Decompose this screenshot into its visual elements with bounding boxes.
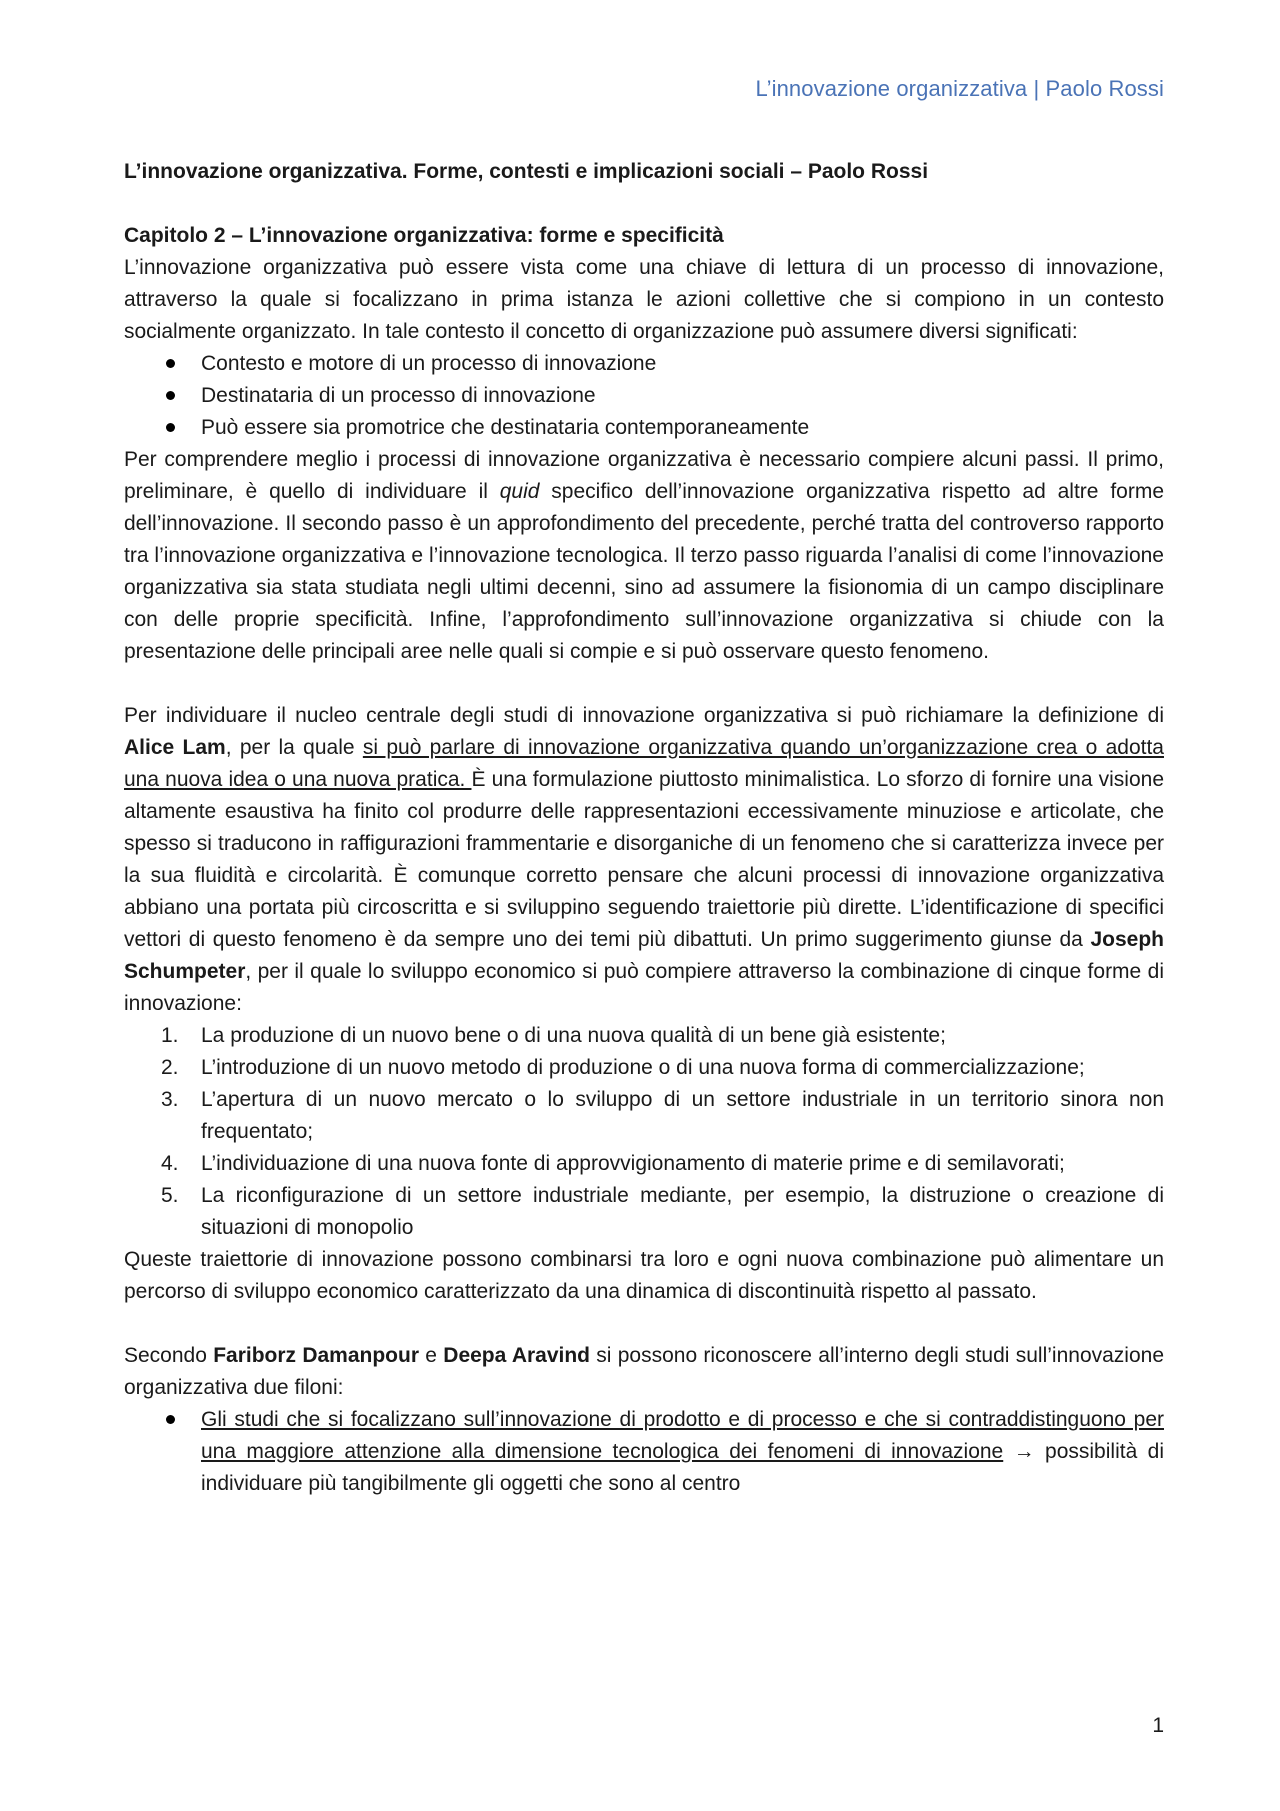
list-item: 5. La riconfigurazione di un settore industriale mediante, per esempio, la distruzione o creazione di situazioni di monopolio — [161, 1184, 1164, 1239]
list-item: 3. L’apertura di un nuovo mercato o lo sviluppo di un settore industriale in un territorio sinora non frequentato; — [161, 1088, 1164, 1143]
list-item: Può essere sia promotrice che destinataria contemporaneamente — [124, 412, 1164, 444]
list-item: 4. L’individuazione di una nuova fonte di approvvigionamento di materie prime e di semilavorati; — [161, 1152, 1065, 1175]
list-item: 1. La produzione di un nuovo bene o di una nuova qualità di un bene già esistente; — [161, 1024, 946, 1047]
chapter-heading: Capitolo 2 – L’innovazione organizzativa: forme e specificità — [124, 224, 724, 247]
numbered-list-innovation-forms — [124, 1020, 1164, 1244]
paragraph-intro: L’innovazione organizzativa può essere vista come una chiave di lettura di un processo di innovazione, attraverso la quale si focalizzano in prima istanza le azioni collettive che si compiono in un contesto socialmente organizzato. In tale contesto il concetto di organizzazione può assumere diversi significati: — [124, 256, 1164, 343]
underlined-definition: si può parlare di innovazione organizzativa quando un’organizzazione crea o adotta una nuova idea o una nuova pratica. — [124, 736, 1164, 791]
page-number: 1 — [1152, 1714, 1164, 1737]
list-item: Gli studi che si focalizzano sull’innovazione di prodotto e di processo e che si contraddistinguono per una maggiore attenzione alla dimensione tecnologica dei fenomeni di innovazione → possibilità di individuare più tangibilmente gli oggetti che sono al centro — [124, 1404, 1164, 1500]
document-page — [124, 0, 1164, 1811]
bullet-list-streams — [124, 1404, 1164, 1500]
author-name: Fariborz Damanpour — [213, 1344, 420, 1367]
quid-term: quid — [499, 480, 540, 503]
list-item: Contesto e motore di un processo di innovazione — [124, 348, 1164, 380]
document-body — [124, 156, 1164, 1500]
underlined-stream: Gli studi che si focalizzano sull’innovazione di prodotto e di processo e che si contraddistinguono per una maggiore attenzione alla dimensione tecnologica dei fenomeni di innovazione — [201, 1408, 1164, 1463]
paragraph-definition: Per individuare il nucleo centrale degli studi di innovazione organizzativa si può richiamare la definizione di Alice Lam, per la quale si può parlare di innovazione organizzativa quando un’organizzazione crea o adotta una nuova idea o una nuova pratica. È una formulazione piuttosto minimalistica. Lo sforzo di fornire una visione altamente esaustiva ha finito col produrre delle rappresentazioni eccessivamente minuziose e articolate, che spesso si traducono in raffigurazioni frammentarie e disorganiche di un fenomeno che si caratterizza invece per la sua fluidità e circolarità. È comunque corretto pensare che alcuni processi di innovazione organizzativa abbiano una portata più circoscritta e si sviluppino seguendo traiettorie più dirette. L’identificazione di specifici vettori di questo fenomeno è da sempre uno dei temi più dibattuti. Un primo suggerimento giunse da Joseph Schumpeter, per il quale lo sviluppo economico si può compiere attraverso la combinazione di cinque forme di innovazione: — [124, 704, 1165, 1015]
list-item: 2. L’introduzione di un nuovo metodo di produzione o di una nuova forma di commercializzazione; — [161, 1056, 1085, 1079]
document-title: L’innovazione organizzativa. Forme, contesti e implicazioni sociali – Paolo Rossi — [124, 160, 929, 183]
running-header: L’innovazione organizzativa | Paolo Rossi — [755, 76, 1164, 101]
author-name: Joseph Schumpeter — [124, 928, 1164, 983]
author-name: Deepa Aravind — [443, 1344, 591, 1367]
paragraph-two-streams: Secondo Fariborz Damanpour e Deepa Aravind si possono riconoscere all’interno degli studi sull’innovazione organizzativa due filoni: — [124, 1344, 1165, 1399]
arrow-right-icon: → — [1003, 1440, 1046, 1463]
paragraph-steps: Per comprendere meglio i processi di innovazione organizzativa è necessario compiere alcuni passi. Il primo, preliminare, è quello di individuare il quid specifico dell’innovazione organizzativa rispetto ad altre forme dell’innovazione. Il secondo passo è un approfondimento del precedente, perché tratta del controverso rapporto tra l’innovazione organizzativa e l’innovazione tecnologica. Il terzo passo riguarda l’analisi di come l’innovazione organizzativa sia stata studiata negli ultimi decenni, sino ad assumere la fisionomia di un campo disciplinare con delle proprie specificità. Infine, l’approfondimento sull’innovazione organizzativa si chiude con la presentazione delle principali aree nelle quali si compie e si può osservare questo fenomeno. — [124, 448, 1164, 663]
paragraph-trajectories: Queste traiettorie di innovazione possono combinarsi tra loro e ogni nuova combinazione può alimentare un percorso di sviluppo economico caratterizzato da una dinamica di discontinuità rispetto al passato. — [124, 1248, 1164, 1303]
author-name: Alice Lam — [124, 736, 226, 759]
bullet-list-meanings — [124, 348, 1164, 444]
list-item: Destinataria di un processo di innovazione — [124, 380, 1164, 412]
